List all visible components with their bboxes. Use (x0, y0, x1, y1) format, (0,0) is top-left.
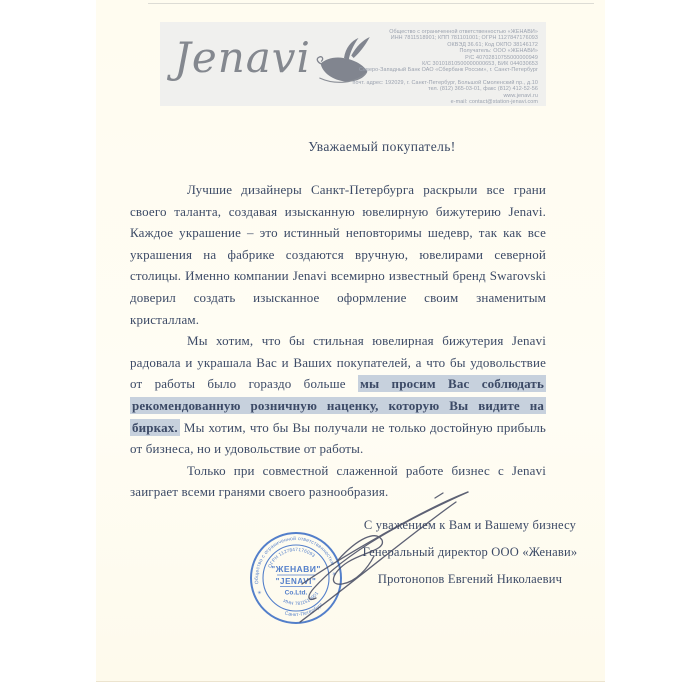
salutation: Уважаемый покупатель! (308, 139, 456, 154)
company-info-line: Получатель: ООО «ЖЕНАВИ» (459, 48, 538, 55)
paragraph-1-text: Лучшие дизайнеры Санкт-Петербурга раскрыли все грани своего таланта, создавая изысканную ювелирную бижутерию Jenavi. Каждое украшение – это истинный неповторимы шедевр, так как все украшения на фабрике создаются вручную, ювелирами северной столицы. Именно компании Jenavi всемирно известный бренд Swarovski доверил создать изысканное оформление своим знаменитым кристаллам. (130, 182, 546, 327)
scan-artifact-line (148, 3, 594, 4)
contact-line-email: e-mail: contact@station-jenavi.com (450, 99, 538, 106)
contact-line-website: www.jenavi.ru (503, 92, 538, 99)
stamp-inn-text: ИНН 7811518901 (282, 590, 320, 607)
closing-name: Протонопов Евгений Николаевич (377, 572, 563, 586)
stamp-ring-text-top: Общество с ограниченной ответственностью (254, 536, 335, 585)
stamp-ogrn-text: ОГРН 1127847176093 (267, 546, 317, 569)
company-info-line: Северо-Западный Банк ОАО «Сбербанк России», г. Санкт-Петербург (358, 67, 538, 74)
paragraph-3-text: Только при совместной слаженной работе бизнес с Jenavi заиграет всеми гранями своего разнообразия. (130, 462, 546, 500)
paragraph-1 (130, 179, 546, 330)
stamp-center-zhenavi: "ЖЕНАВИ" (271, 564, 321, 574)
paragraph-2-tail: Мы хотим, что бы Вы получали не только достойную прибыль от бизнеса, но и удовольствие от работы. (130, 419, 546, 457)
paragraph-2-lead: Мы хотим, что бы стильная ювелирная бижутерия Jenavi радовала и украшала Вас и Ваших покупателей, а что бы удовольствие от работы было гораздо больше (130, 333, 546, 392)
stamp-center-jenavi: "JENAVI" (275, 577, 317, 586)
stamp-star-left: ✳ (256, 589, 263, 597)
letterhead-contacts (298, 80, 538, 106)
letterhead-band (160, 22, 546, 106)
company-info-line: К/С 30101810500000000653, БИК 044030653 (422, 61, 538, 68)
company-info-line: ОКВЭД 36.61; Код ОКПО 38146172 (447, 41, 538, 48)
closing-title: Генеральный директор ООО «Женави» (362, 545, 578, 559)
handwritten-signature (180, 468, 480, 643)
company-info-line: Р/С 40702810755000000949 (465, 54, 538, 61)
company-info-line: ИНН 7811518901; КПП 781101001; ОГРН 1127847176093 (390, 35, 538, 42)
stamp-ring-text-bottom: Санкт-Петербург (283, 602, 325, 619)
contact-line-phone: тел. (812) 365-03-01, факс (812) 412-52-56 (428, 86, 538, 93)
letter-body (130, 179, 546, 503)
letterhead-company-info (298, 29, 538, 105)
stamp-star-right: ✳ (331, 571, 338, 579)
highlighted-sentence: мы просим Вас соблюдать рекомендованную розничную наценку, которую Вы видите на бирках. (132, 376, 544, 435)
company-info-line: Общество с ограниченной ответственностью «ЖЕНАВИ» (389, 29, 538, 35)
closing-regards: С уважением к Вам и Вашему бизнесу (363, 518, 577, 532)
stamp-center-coltd: Co.Ltd. (284, 589, 308, 597)
logo-wordmark: Jenavi (174, 33, 311, 82)
contact-line-address: почт. адрес: 192029, г. Санкт-Петербург, Большой Смоленский пр., д.10 (352, 79, 538, 86)
paragraph-2 (130, 330, 546, 460)
scanned-letter-page (96, 0, 605, 682)
